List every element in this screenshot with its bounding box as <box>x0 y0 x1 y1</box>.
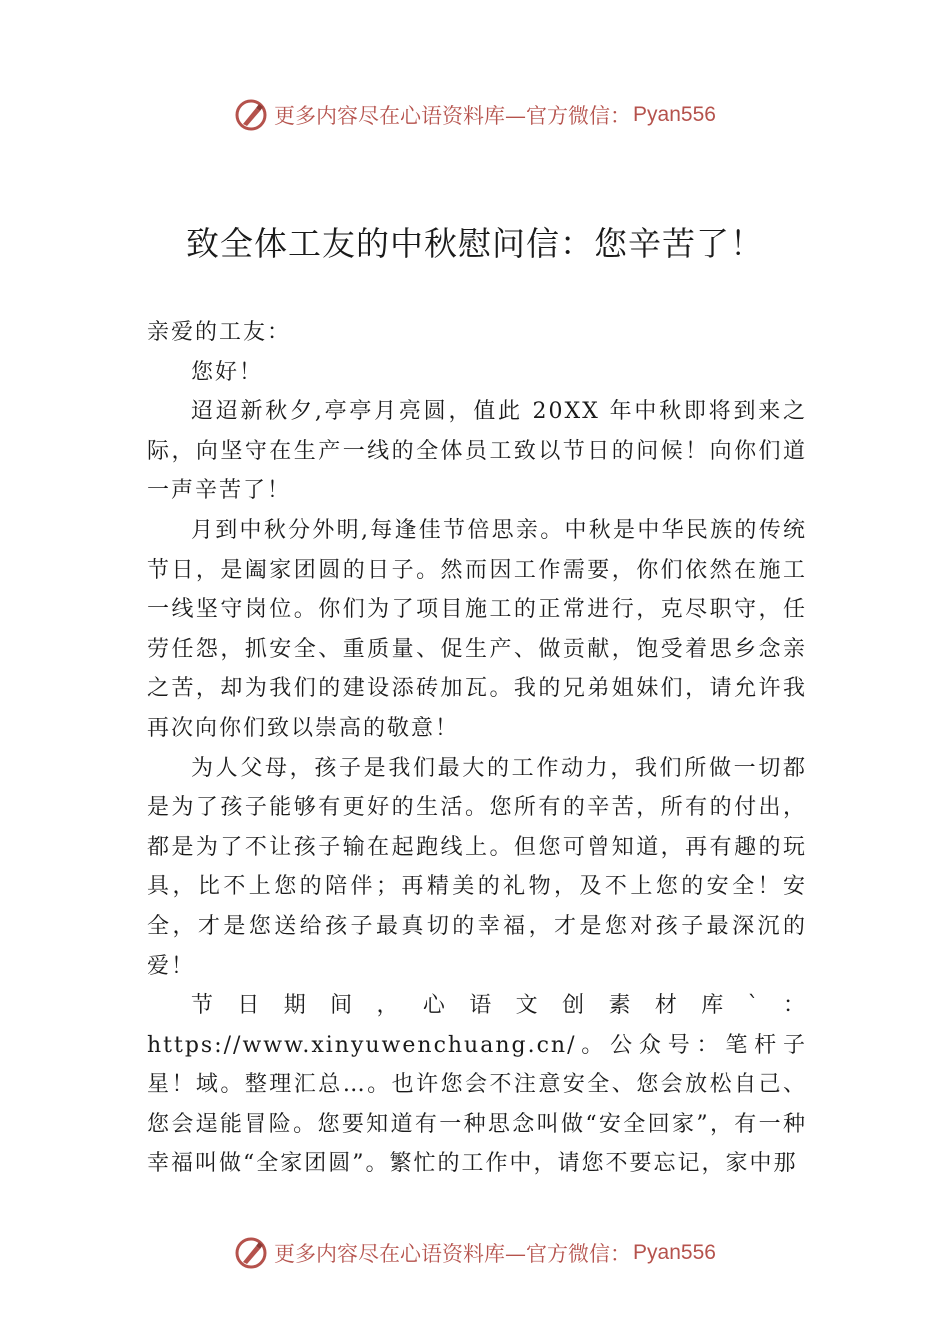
watermark-wechat-id: Pyan556 <box>633 1241 716 1264</box>
greeting: 您好！ <box>191 359 264 385</box>
document-title: 致全体工友的中秋慰问信：您辛苦了！ <box>186 224 764 263</box>
paragraph: 为人父母，孩子是我们最大的工作动力，我们所做一切都是为了孩子能够有更好的生活。您所有的辛苦，所有的付出，都是为了不让孩子输在起跑线上。但您可曾知道，再有趣的玩具，比不上您的陪伴；再精美的礼物，及不上您的安全！安全，才是您送给孩子最真切的幸福，才是您对孩子最深沉的爱！ <box>147 755 807 979</box>
document-body <box>147 313 807 1184</box>
paragraph: 月到中秋分外明,每逢佳节倍思亲。中秋是中华民族的传统节日，是阖家团圆的日子。然而因工作需要，你们依然在施工一线坚守岗位。你们为了项目施工的正常进行，克尽职守，任劳任怨，抓安全、重质量、促生产、做贡献，饱受着思乡念亲之苦，却为我们的建设添砖加瓦。我的兄弟姐妹们，请允许我再次向你们致以崇高的敬意！ <box>147 517 807 741</box>
paragraph: 节日期间，心语文创素材库`：https://www.xinyuwenchuang.cn/。公众号：笔杆子星！域。整理汇总…。也许您会不注意安全、您会放松自己、您会逞能冒险。您要知道有一种思念叫做“安全回家”，有一种幸福叫做“全家团圆”。繁忙的工作中，请您不要忘记，家中那 <box>147 993 807 1177</box>
watermark-banner-top <box>0 95 950 135</box>
watermark-text: 更多内容尽在心语资料库—官方微信： <box>274 104 632 128</box>
salutation: 亲爱的工友： <box>147 320 292 345</box>
pen-logo-icon <box>234 98 268 132</box>
watermark-banner-bottom <box>0 1233 950 1273</box>
pen-logo-icon <box>234 1236 268 1270</box>
watermark-wechat-id: Pyan556 <box>633 103 716 126</box>
paragraph: 迢迢新秋夕,亭亭月亮圆，值此 20XX 年中秋即将到来之际，向坚守在生产一线的全体员工致以节日的问候！向你们道一声辛苦了！ <box>147 399 807 504</box>
watermark-text: 更多内容尽在心语资料库—官方微信： <box>274 1242 632 1266</box>
